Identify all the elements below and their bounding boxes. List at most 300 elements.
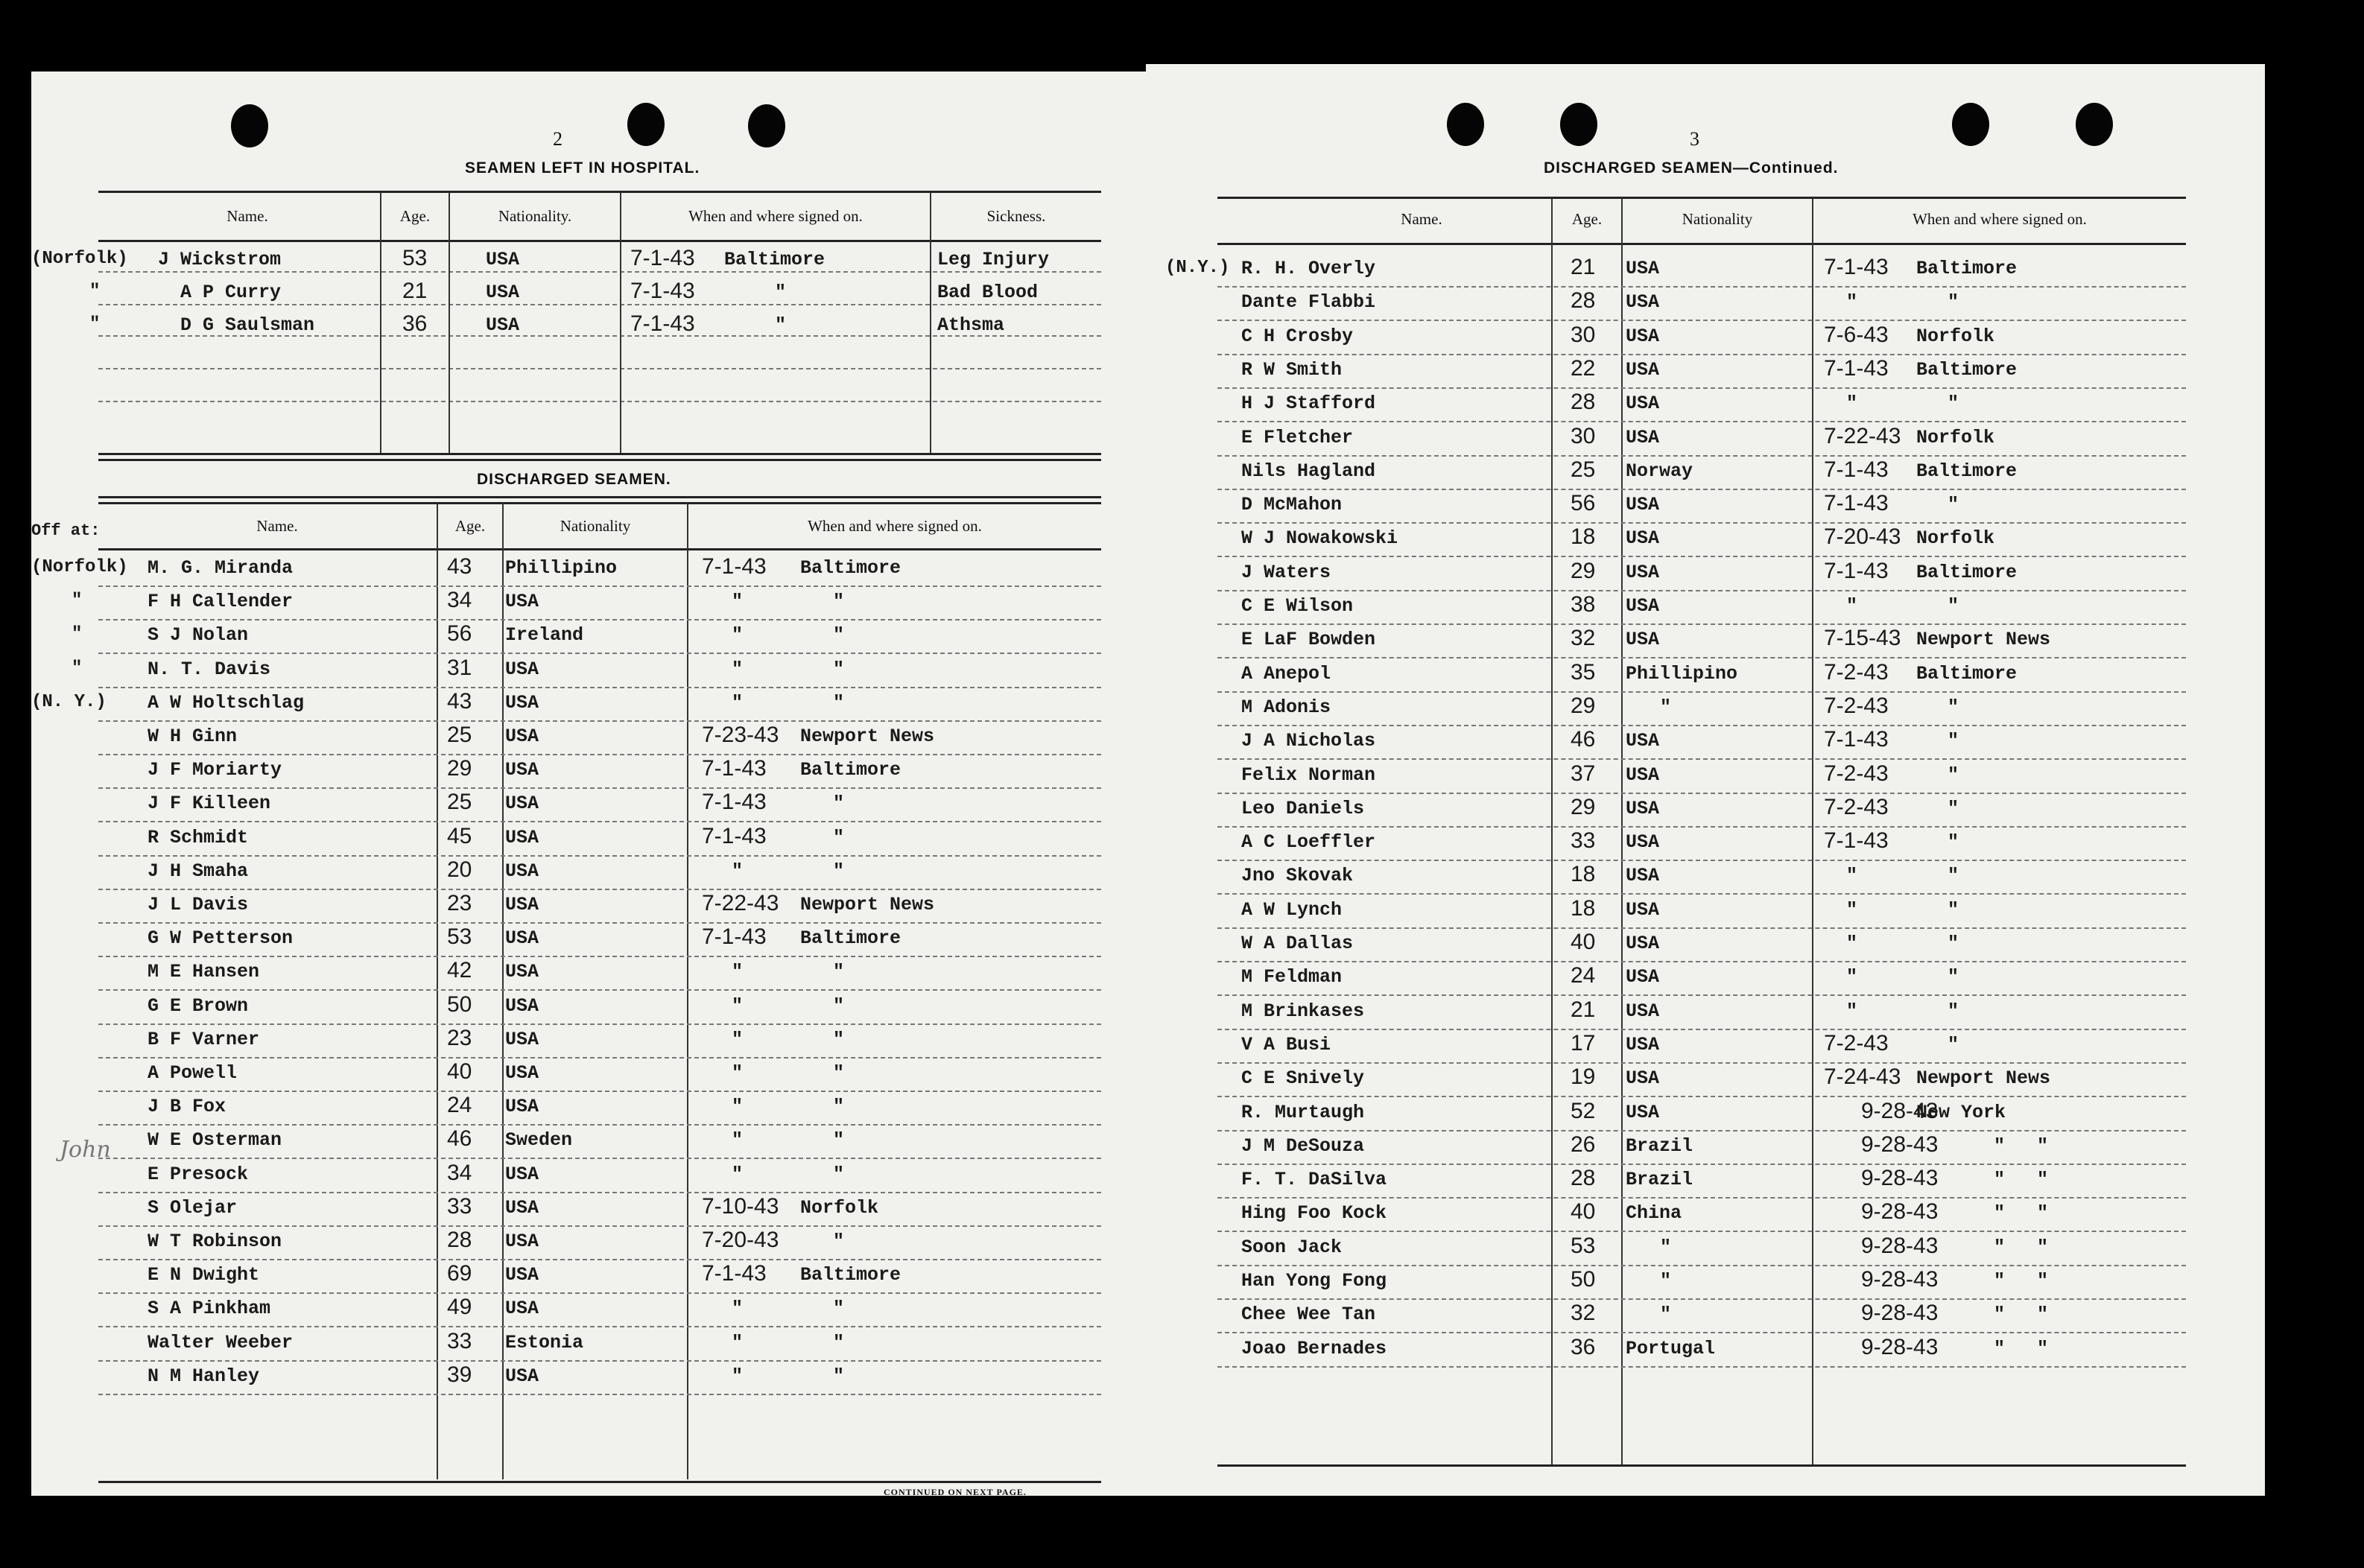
seaman-nationality: USA xyxy=(1626,1101,1660,1123)
discharged-section-title: DISCHARGED SEAMEN. xyxy=(477,471,671,488)
port-label: (Norfolk) xyxy=(31,249,128,269)
seaman-age: 49 xyxy=(447,1295,472,1320)
seaman-name: H J Stafford xyxy=(1241,393,1376,415)
row-rule xyxy=(98,787,1101,789)
row-rule xyxy=(98,922,1101,924)
seaman-nationality: USA xyxy=(1626,1000,1660,1022)
table-rule xyxy=(98,240,1101,242)
signed-on-place: Norfolk xyxy=(800,1196,879,1219)
row-rule xyxy=(1217,1332,2186,1333)
signed-on-date: 7-2-43 xyxy=(1824,1030,1889,1056)
off-at-label: Off at: xyxy=(31,521,101,540)
signed-on-place: " xyxy=(1948,494,1959,516)
signed-on-place: " xyxy=(833,658,845,680)
row-rule xyxy=(1217,691,2186,693)
signed-on-date: 9-28-43 xyxy=(1861,1166,1939,1191)
row-rule xyxy=(1217,590,2186,591)
seaman-age: 53 xyxy=(402,246,428,270)
signed-on-place: " xyxy=(1994,1337,2006,1359)
seaman-nationality: China xyxy=(1626,1202,1682,1225)
row-rule xyxy=(1217,826,2186,828)
signed-on-place: Newport News xyxy=(1916,1067,2051,1090)
signed-on-date: 9-28-43 xyxy=(1861,1301,1939,1326)
signed-on-date: " xyxy=(1846,291,1858,314)
seaman-name: S Olejar xyxy=(148,1196,238,1219)
table-rule xyxy=(98,1481,1101,1483)
row-rule xyxy=(1217,1062,2186,1064)
signed-on-place: " xyxy=(833,860,845,882)
seaman-nationality: USA xyxy=(1626,831,1660,854)
seaman-nationality: USA xyxy=(1626,291,1660,314)
seaman-age: 21 xyxy=(1571,997,1596,1022)
signed-on-place: " xyxy=(1948,933,1959,954)
signed-on-place: Baltimore xyxy=(1916,460,2018,482)
signed-on-place: " xyxy=(833,1096,845,1118)
column-rule xyxy=(930,192,931,453)
row-rule xyxy=(98,889,1101,890)
signed-on-date: 7-2-43 xyxy=(1824,761,1889,786)
row-rule xyxy=(98,1091,1101,1092)
seaman-name: N M Hanley xyxy=(148,1365,260,1387)
seaman-name: Leo Daniels xyxy=(1241,797,1365,819)
signed-on-place: Baltimore xyxy=(1916,561,2018,583)
seaman-nationality: Portugal xyxy=(1626,1337,1716,1359)
seaman-age: 28 xyxy=(1571,390,1596,415)
punch-hole xyxy=(748,104,785,147)
seaman-age: 18 xyxy=(1571,862,1596,887)
signed-on-place: " xyxy=(1948,764,1959,786)
signed-on-date: " xyxy=(732,961,744,983)
signed-on-extra: " xyxy=(2037,1337,2049,1359)
seaman-nationality: USA xyxy=(505,726,539,747)
signed-on-place: " xyxy=(833,1331,845,1353)
signed-on-place: " xyxy=(1994,1169,2006,1191)
signed-on-date: 7-20-43 xyxy=(1824,524,1901,550)
seaman-name: A W Lynch xyxy=(1241,898,1343,921)
row-rule xyxy=(1217,1265,2186,1266)
seaman-name: C H Crosby xyxy=(1241,325,1354,347)
sickness: Leg Injury xyxy=(937,249,1050,270)
column-header: Nationality. xyxy=(498,207,572,225)
sickness: Athsma xyxy=(937,314,1005,336)
left-page xyxy=(31,72,1156,1496)
seaman-nationality: Sweden xyxy=(505,1129,573,1152)
signed-on-date: 9-28-43 xyxy=(1861,1233,1939,1258)
signed-on-date: " xyxy=(732,624,744,647)
seaman-name: W E Osterman xyxy=(148,1129,282,1152)
seaman-nationality: USA xyxy=(1626,258,1660,279)
signed-on-date: 7-1-43 xyxy=(1824,255,1889,279)
seaman-age: 29 xyxy=(1571,693,1596,718)
signed-on-date: 7-1-43 xyxy=(702,756,767,781)
signed-on-date: 9-28-43 xyxy=(1861,1334,1939,1359)
signed-on-place: Baltimore xyxy=(1916,258,2018,279)
signed-on-place: " xyxy=(833,793,845,815)
seaman-age: 24 xyxy=(1571,963,1596,988)
column-header: Age. xyxy=(454,517,486,535)
row-rule xyxy=(98,1158,1101,1159)
seaman-name: R Schmidt xyxy=(148,826,249,848)
signed-on-place: " xyxy=(1948,730,1959,752)
signed-on-date: 7-22-43 xyxy=(702,891,779,915)
seaman-age: 36 xyxy=(1571,1334,1596,1359)
seaman-age: 32 xyxy=(1571,626,1596,651)
seaman-name: J L Davis xyxy=(148,894,249,915)
signed-on-place: Baltimore xyxy=(800,927,901,950)
seaman-nationality: Norway xyxy=(1626,460,1693,482)
signed-on-date: " xyxy=(732,1062,744,1084)
row-rule xyxy=(1217,1164,2186,1165)
table-rule xyxy=(1217,197,2186,199)
signed-on-date: 7-20-43 xyxy=(702,1228,779,1252)
signed-on-date: 7-1-43 xyxy=(1824,457,1889,482)
signed-on-place: Baltimore xyxy=(724,249,826,270)
row-rule xyxy=(98,1023,1101,1025)
row-rule xyxy=(1217,1029,2186,1030)
port-label: " xyxy=(72,658,83,679)
seaman-age: 40 xyxy=(447,1059,472,1084)
seaman-age: 43 xyxy=(447,688,472,714)
seaman-age: 36 xyxy=(402,311,428,336)
row-rule xyxy=(1217,623,2186,625)
seaman-nationality: USA xyxy=(1626,730,1660,752)
column-rule xyxy=(437,504,438,1479)
seaman-age: 42 xyxy=(447,958,472,983)
seaman-name: G E Brown xyxy=(148,994,249,1017)
seaman-age: 21 xyxy=(402,279,428,303)
seaman-nationality: USA xyxy=(505,691,539,714)
seaman-name: M E Hansen xyxy=(148,961,260,983)
column-rule xyxy=(502,504,504,1479)
hospital-section-title: SEAMEN LEFT IN HOSPITAL. xyxy=(465,159,700,177)
seaman-age: 23 xyxy=(447,891,472,915)
signed-on-date: 7-1-43 xyxy=(1824,558,1889,583)
signed-on-date: 9-28-43 xyxy=(1861,1131,1939,1157)
seaman-name: R. Murtaugh xyxy=(1241,1101,1365,1123)
row-rule xyxy=(98,989,1101,991)
seaman-age: 29 xyxy=(1571,558,1596,583)
seaman-nationality: USA xyxy=(1626,494,1660,516)
seaman-age: 28 xyxy=(1571,288,1596,314)
seaman-age: 28 xyxy=(1571,1166,1596,1191)
row-rule xyxy=(1217,961,2186,962)
seaman-name: G W Petterson xyxy=(148,927,294,950)
seaman-nationality: USA xyxy=(1626,1067,1660,1090)
signed-on-date: 9-28-43 xyxy=(1861,1098,1939,1123)
port-label: (N. Y.) xyxy=(31,691,107,712)
right-page xyxy=(1146,64,2265,1496)
signed-on-place: " xyxy=(1948,696,1959,718)
signed-on-place: " xyxy=(833,1062,845,1084)
signed-on-place: " xyxy=(833,1163,845,1185)
row-rule xyxy=(1217,489,2186,490)
seaman-name: B F Varner xyxy=(148,1028,260,1050)
column-header: When and where signed on. xyxy=(808,517,982,535)
seaman-age: 19 xyxy=(1571,1064,1596,1090)
seaman-nationality: USA xyxy=(505,1028,539,1050)
row-rule xyxy=(98,720,1101,722)
signed-on-place: " xyxy=(1994,1202,2006,1225)
seaman-name: W H Ginn xyxy=(148,726,238,747)
signed-on-date: 9-28-43 xyxy=(1861,1267,1939,1292)
seaman-nationality: USA xyxy=(505,826,539,848)
signed-on-place: Baltimore xyxy=(800,557,901,579)
seaman-age: 46 xyxy=(447,1126,472,1152)
seaman-name: E N Dwight xyxy=(148,1264,260,1286)
seaman-nationality: USA xyxy=(1626,898,1660,921)
punch-hole xyxy=(1952,103,1989,146)
seaman-name: A Anepol xyxy=(1241,662,1331,685)
seaman-nationality: USA xyxy=(1626,358,1660,381)
signed-on-date: 7-2-43 xyxy=(1824,693,1889,718)
column-rule xyxy=(687,504,688,1479)
row-rule xyxy=(1217,860,2186,861)
seaman-name: Chee Wee Tan xyxy=(1241,1304,1376,1326)
signed-on-date: 7-1-43 xyxy=(1824,491,1889,516)
row-rule xyxy=(98,1259,1101,1260)
seaman-nationality: USA xyxy=(1626,764,1660,786)
seaman-nationality: USA xyxy=(1626,325,1660,347)
seaman-name: A Powell xyxy=(148,1062,238,1084)
signed-on-place: " xyxy=(1948,898,1959,921)
signed-on-date: 7-1-43 xyxy=(702,554,767,579)
seaman-name: F. T. DaSilva xyxy=(1241,1169,1387,1191)
seaman-nationality: USA xyxy=(1626,629,1660,651)
row-rule xyxy=(98,304,1101,305)
seaman-age: 28 xyxy=(447,1228,472,1252)
signed-on-date: " xyxy=(1846,595,1858,617)
signed-on-extra: " xyxy=(2037,1134,2049,1157)
seaman-age: 29 xyxy=(447,756,472,781)
column-rule xyxy=(620,192,621,453)
seaman-name: Hing Foo Kock xyxy=(1241,1202,1387,1225)
seaman-age: 20 xyxy=(447,857,472,882)
seaman-name: F H Callender xyxy=(148,591,294,613)
seaman-name: R W Smith xyxy=(1241,358,1343,381)
row-rule xyxy=(98,687,1101,688)
signed-on-date: 7-22-43 xyxy=(1824,423,1901,448)
seaman-nationality: USA xyxy=(505,894,539,915)
row-rule xyxy=(1217,725,2186,726)
signed-on-place: " xyxy=(833,1028,845,1050)
seaman-age: 53 xyxy=(1571,1233,1596,1258)
page-number: 3 xyxy=(1690,128,1699,150)
seaman-nationality: " xyxy=(1660,1304,1672,1326)
signed-on-date: " xyxy=(732,860,744,882)
seaman-age: 39 xyxy=(447,1362,472,1387)
signed-on-place: " xyxy=(833,1231,845,1252)
table-rule xyxy=(98,496,1101,498)
seaman-age: 69 xyxy=(447,1261,472,1286)
signed-on-date: " xyxy=(732,1331,744,1353)
row-rule xyxy=(1217,354,2186,355)
seaman-age: 18 xyxy=(1571,895,1596,921)
seaman-name: Dante Flabbi xyxy=(1241,291,1376,314)
row-rule xyxy=(98,855,1101,857)
seaman-nationality: USA xyxy=(1626,527,1660,550)
seaman-age: 30 xyxy=(1571,423,1596,448)
signed-on-date: 7-6-43 xyxy=(1824,322,1889,347)
seaman-nationality: USA xyxy=(1626,933,1660,954)
signed-on-date: " xyxy=(732,1028,744,1050)
signed-on-date: 7-1-43 xyxy=(1824,355,1889,381)
column-header: Nationality xyxy=(560,517,631,535)
table-rule xyxy=(1217,1464,2186,1467)
seaman-age: 35 xyxy=(1571,659,1596,685)
seaman-nationality: USA xyxy=(505,658,539,680)
row-rule xyxy=(1217,1096,2186,1097)
seaman-nationality: USA xyxy=(1626,595,1660,617)
signed-on-place: " xyxy=(833,1365,845,1387)
seaman-nationality: USA xyxy=(505,994,539,1017)
seaman-age: 23 xyxy=(447,1025,472,1050)
seaman-name: M. G. Miranda xyxy=(148,557,294,579)
row-rule xyxy=(98,653,1101,654)
seaman-name: Walter Weeber xyxy=(148,1331,294,1353)
signed-on-place: " xyxy=(833,624,845,647)
seaman-nationality: USA xyxy=(505,961,539,983)
seaman-name: M Adonis xyxy=(1241,696,1331,718)
seaman-age: 25 xyxy=(447,790,472,815)
signed-on-place: " xyxy=(1948,865,1959,887)
signed-on-place: " xyxy=(775,282,787,303)
column-header: When and where signed on. xyxy=(1913,210,2087,228)
column-header: Age. xyxy=(399,207,431,225)
signed-on-place: " xyxy=(833,691,845,714)
signed-on-date: 7-1-43 xyxy=(702,924,767,950)
seaman-age: 52 xyxy=(1571,1098,1596,1123)
signed-on-date: 7-24-43 xyxy=(1824,1064,1901,1090)
seaman-name: E Fletcher xyxy=(1241,426,1354,448)
signed-on-place: " xyxy=(833,994,845,1017)
seaman-age: 33 xyxy=(1571,828,1596,854)
seaman-nationality: Phillipino xyxy=(1626,662,1738,685)
signed-on-place: " xyxy=(1948,797,1959,819)
seaman-age: 34 xyxy=(447,588,472,613)
port-label: " xyxy=(72,624,83,645)
seaman-age: 17 xyxy=(1571,1030,1596,1056)
punch-hole xyxy=(231,104,268,147)
seaman-age: 37 xyxy=(1571,761,1596,786)
row-rule xyxy=(98,1292,1101,1294)
seaman-age: 56 xyxy=(1571,491,1596,516)
seaman-nationality: USA xyxy=(1626,1033,1660,1056)
seaman-nationality: USA xyxy=(505,1062,539,1084)
seaman-nationality: USA xyxy=(505,860,539,882)
table-rule xyxy=(98,548,1101,550)
seaman-age: 25 xyxy=(1571,457,1596,482)
row-rule xyxy=(98,956,1101,957)
seaman-nationality: USA xyxy=(1626,426,1660,448)
signed-on-place: " xyxy=(833,1298,845,1320)
column-header: Age. xyxy=(1571,210,1603,228)
port-label: (N.Y.) xyxy=(1165,258,1230,278)
signed-on-date: " xyxy=(1846,933,1858,954)
seaman-nationality: USA xyxy=(505,1096,539,1118)
signed-on-date: 7-1-43 xyxy=(1824,727,1889,752)
row-rule xyxy=(1217,421,2186,422)
seaman-name: J B Fox xyxy=(148,1096,226,1118)
port-label: " xyxy=(72,591,83,612)
row-rule xyxy=(98,1124,1101,1126)
signed-on-date: " xyxy=(732,1365,744,1387)
seaman-nationality: USA xyxy=(505,1365,539,1387)
seaman-nationality: USA xyxy=(1626,966,1660,988)
seaman-age: 38 xyxy=(1571,592,1596,617)
seaman-name: C E Wilson xyxy=(1241,595,1354,617)
continued-note: CONTINUED ON NEXT PAGE. xyxy=(884,1487,1027,1497)
punch-hole xyxy=(1447,103,1484,146)
signed-on-extra: " xyxy=(2037,1304,2049,1326)
seaman-name: A W Holtschlag xyxy=(148,691,305,714)
table-rule xyxy=(98,459,1101,461)
seaman-nationality: USA xyxy=(1626,865,1660,887)
row-rule xyxy=(98,1192,1101,1193)
seaman-name: D McMahon xyxy=(1241,494,1343,516)
signed-on-place: Baltimore xyxy=(800,759,901,781)
seaman-age: 22 xyxy=(1571,355,1596,381)
signed-on-date: " xyxy=(1846,1000,1858,1022)
signed-on-date: " xyxy=(732,1096,744,1118)
row-rule xyxy=(1217,1231,2186,1232)
seaman-name: R. H. Overly xyxy=(1241,258,1376,279)
row-rule xyxy=(98,1360,1101,1362)
signed-on-date: " xyxy=(732,591,744,613)
signed-on-place: " xyxy=(833,826,845,848)
port-label: " xyxy=(89,282,101,302)
seaman-nationality: USA xyxy=(505,591,539,613)
signed-on-date: 7-1-43 xyxy=(1824,828,1889,854)
signed-on-place: Newport News xyxy=(1916,629,2051,651)
signed-on-place: " xyxy=(1948,831,1959,854)
seaman-name: W J Nowakowski xyxy=(1241,527,1398,550)
signed-on-place: " xyxy=(833,1129,845,1152)
row-rule xyxy=(1217,793,2186,794)
signed-on-date: " xyxy=(732,1129,744,1152)
seaman-name: E LaF Bowden xyxy=(1241,629,1376,651)
signed-on-place: " xyxy=(1994,1270,2006,1292)
seaman-nationality: USA xyxy=(505,793,539,815)
seaman-nationality: USA xyxy=(486,282,520,303)
signed-on-place: " xyxy=(1994,1236,2006,1258)
row-rule xyxy=(98,821,1101,822)
seaman-name: Soon Jack xyxy=(1241,1236,1343,1258)
column-header: Name. xyxy=(226,207,268,225)
seaman-age: 24 xyxy=(447,1093,472,1118)
row-rule xyxy=(1217,994,2186,996)
signed-on-place: " xyxy=(833,591,845,613)
column-header: Name. xyxy=(256,517,298,535)
seaman-nationality: USA xyxy=(1626,393,1660,415)
seaman-age: 46 xyxy=(1571,727,1596,752)
sickness: Bad Blood xyxy=(937,282,1039,303)
row-rule xyxy=(1217,927,2186,929)
seaman-nationality: USA xyxy=(505,1231,539,1252)
seaman-age: 50 xyxy=(447,991,472,1017)
signed-on-place: " xyxy=(1948,393,1959,415)
column-rule xyxy=(380,192,381,453)
signed-on-date: " xyxy=(1846,966,1858,988)
seaman-name: A P Curry xyxy=(180,282,282,303)
seaman-name: A C Loeffler xyxy=(1241,831,1376,854)
signed-on-place: Baltimore xyxy=(1916,662,2018,685)
row-rule xyxy=(1217,556,2186,557)
seaman-nationality: USA xyxy=(486,249,520,270)
signed-on-place: " xyxy=(1948,1033,1959,1056)
seaman-age: 18 xyxy=(1571,524,1596,550)
seaman-name: V A Busi xyxy=(1241,1033,1331,1056)
seaman-name: E Presock xyxy=(148,1163,249,1185)
